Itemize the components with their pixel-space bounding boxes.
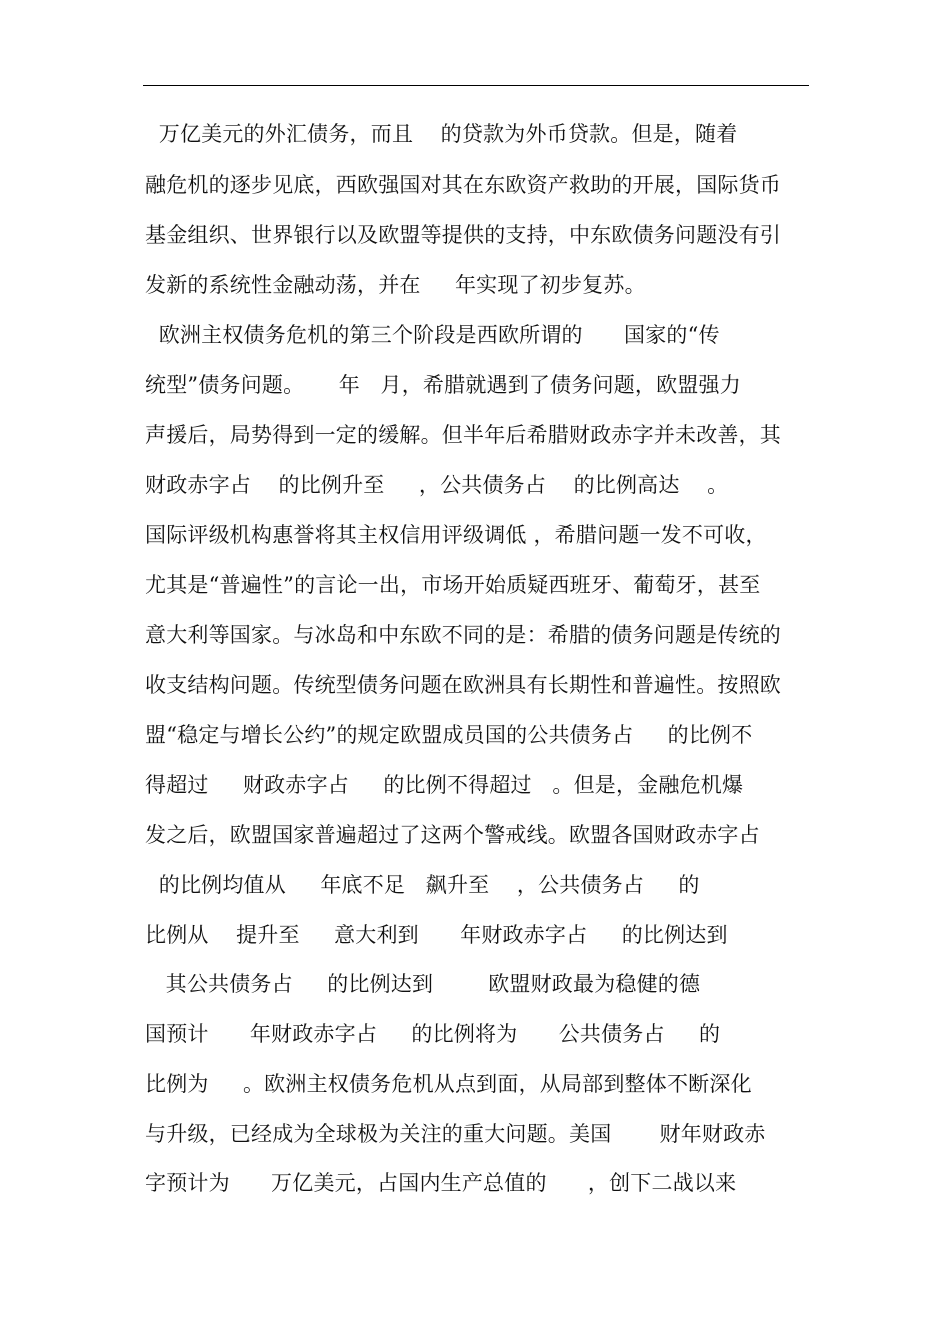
text-line: 字预计为 万亿美元，占国内生产总值的 ，创下二战以来 — [145, 1171, 737, 1195]
text-line: 的比例均值从 年底不足 飙升至 ，公共债务占 的 — [145, 873, 700, 897]
text-line: 万亿美元的外汇债务，而且 的贷款为外币贷款。但是，随着 — [145, 122, 738, 146]
text-line: 基金组织、世界银行以及欧盟等提供的支持，中东欧债务问题没有引 — [145, 223, 781, 247]
text-line: 融危机的逐步见底，西欧强国对其在东欧资产救助的开展，国际货币 — [145, 173, 781, 197]
text-line: 收支结构问题。传统型债务问题在欧洲具有长期性和普遍性。按照欧 — [145, 673, 781, 697]
text-line: 欧洲主权债务危机的第三个阶段是西欧所谓的 国家的“传 — [145, 323, 720, 347]
text-line: 尤其是“普遍性”的言论一出，市场开始质疑西班牙、葡萄牙，甚至 — [145, 573, 761, 597]
text-line: 发新的系统性金融动荡，并在 年实现了初步复苏。 — [145, 273, 646, 297]
text-line: 其公共债务占 的比例达到 欧盟财政最为稳健的德 — [145, 972, 701, 996]
text-line: 盟“稳定与增长公约”的规定欧盟成员国的公共债务占 的比例不 — [145, 723, 753, 747]
text-line: 财政赤字占 的比例升至 ，公共债务占 的比例高达 。 — [145, 473, 729, 497]
text-line: 统型”债务问题。 年 月，希腊就遇到了债务问题，欧盟强力 — [145, 373, 741, 397]
text-line: 与升级，已经成为全球极为关注的重大问题。美国 财年财政赤 — [145, 1122, 766, 1146]
text-line: 得超过 财政赤字占 的比例不得超过 。但是，金融危机爆 — [145, 773, 744, 797]
text-line: 声援后，局势得到一定的缓解。但半年后希腊财政赤字并未改善，其 — [145, 423, 781, 447]
text-line: 国际评级机构惠誉将其主权信用评级调低 ，希腊问题一发不可收， — [145, 523, 767, 547]
text-line: 比例为 。欧洲主权债务危机从点到面，从局部到整体不断深化 — [145, 1072, 752, 1096]
text-line: 国预计 年财政赤字占 的比例将为 公共债务占 的 — [145, 1022, 721, 1046]
header-rule — [143, 85, 809, 86]
text-line: 意大利等国家。与冰岛和中东欧不同的是：希腊的债务问题是传统的 — [145, 623, 781, 647]
text-line: 发之后，欧盟国家普遍超过了这两个警戒线。欧盟各国财政赤字占 — [145, 823, 760, 847]
text-line: 比例从 提升至 意大利到 年财政赤字占 的比例达到 — [145, 923, 728, 947]
